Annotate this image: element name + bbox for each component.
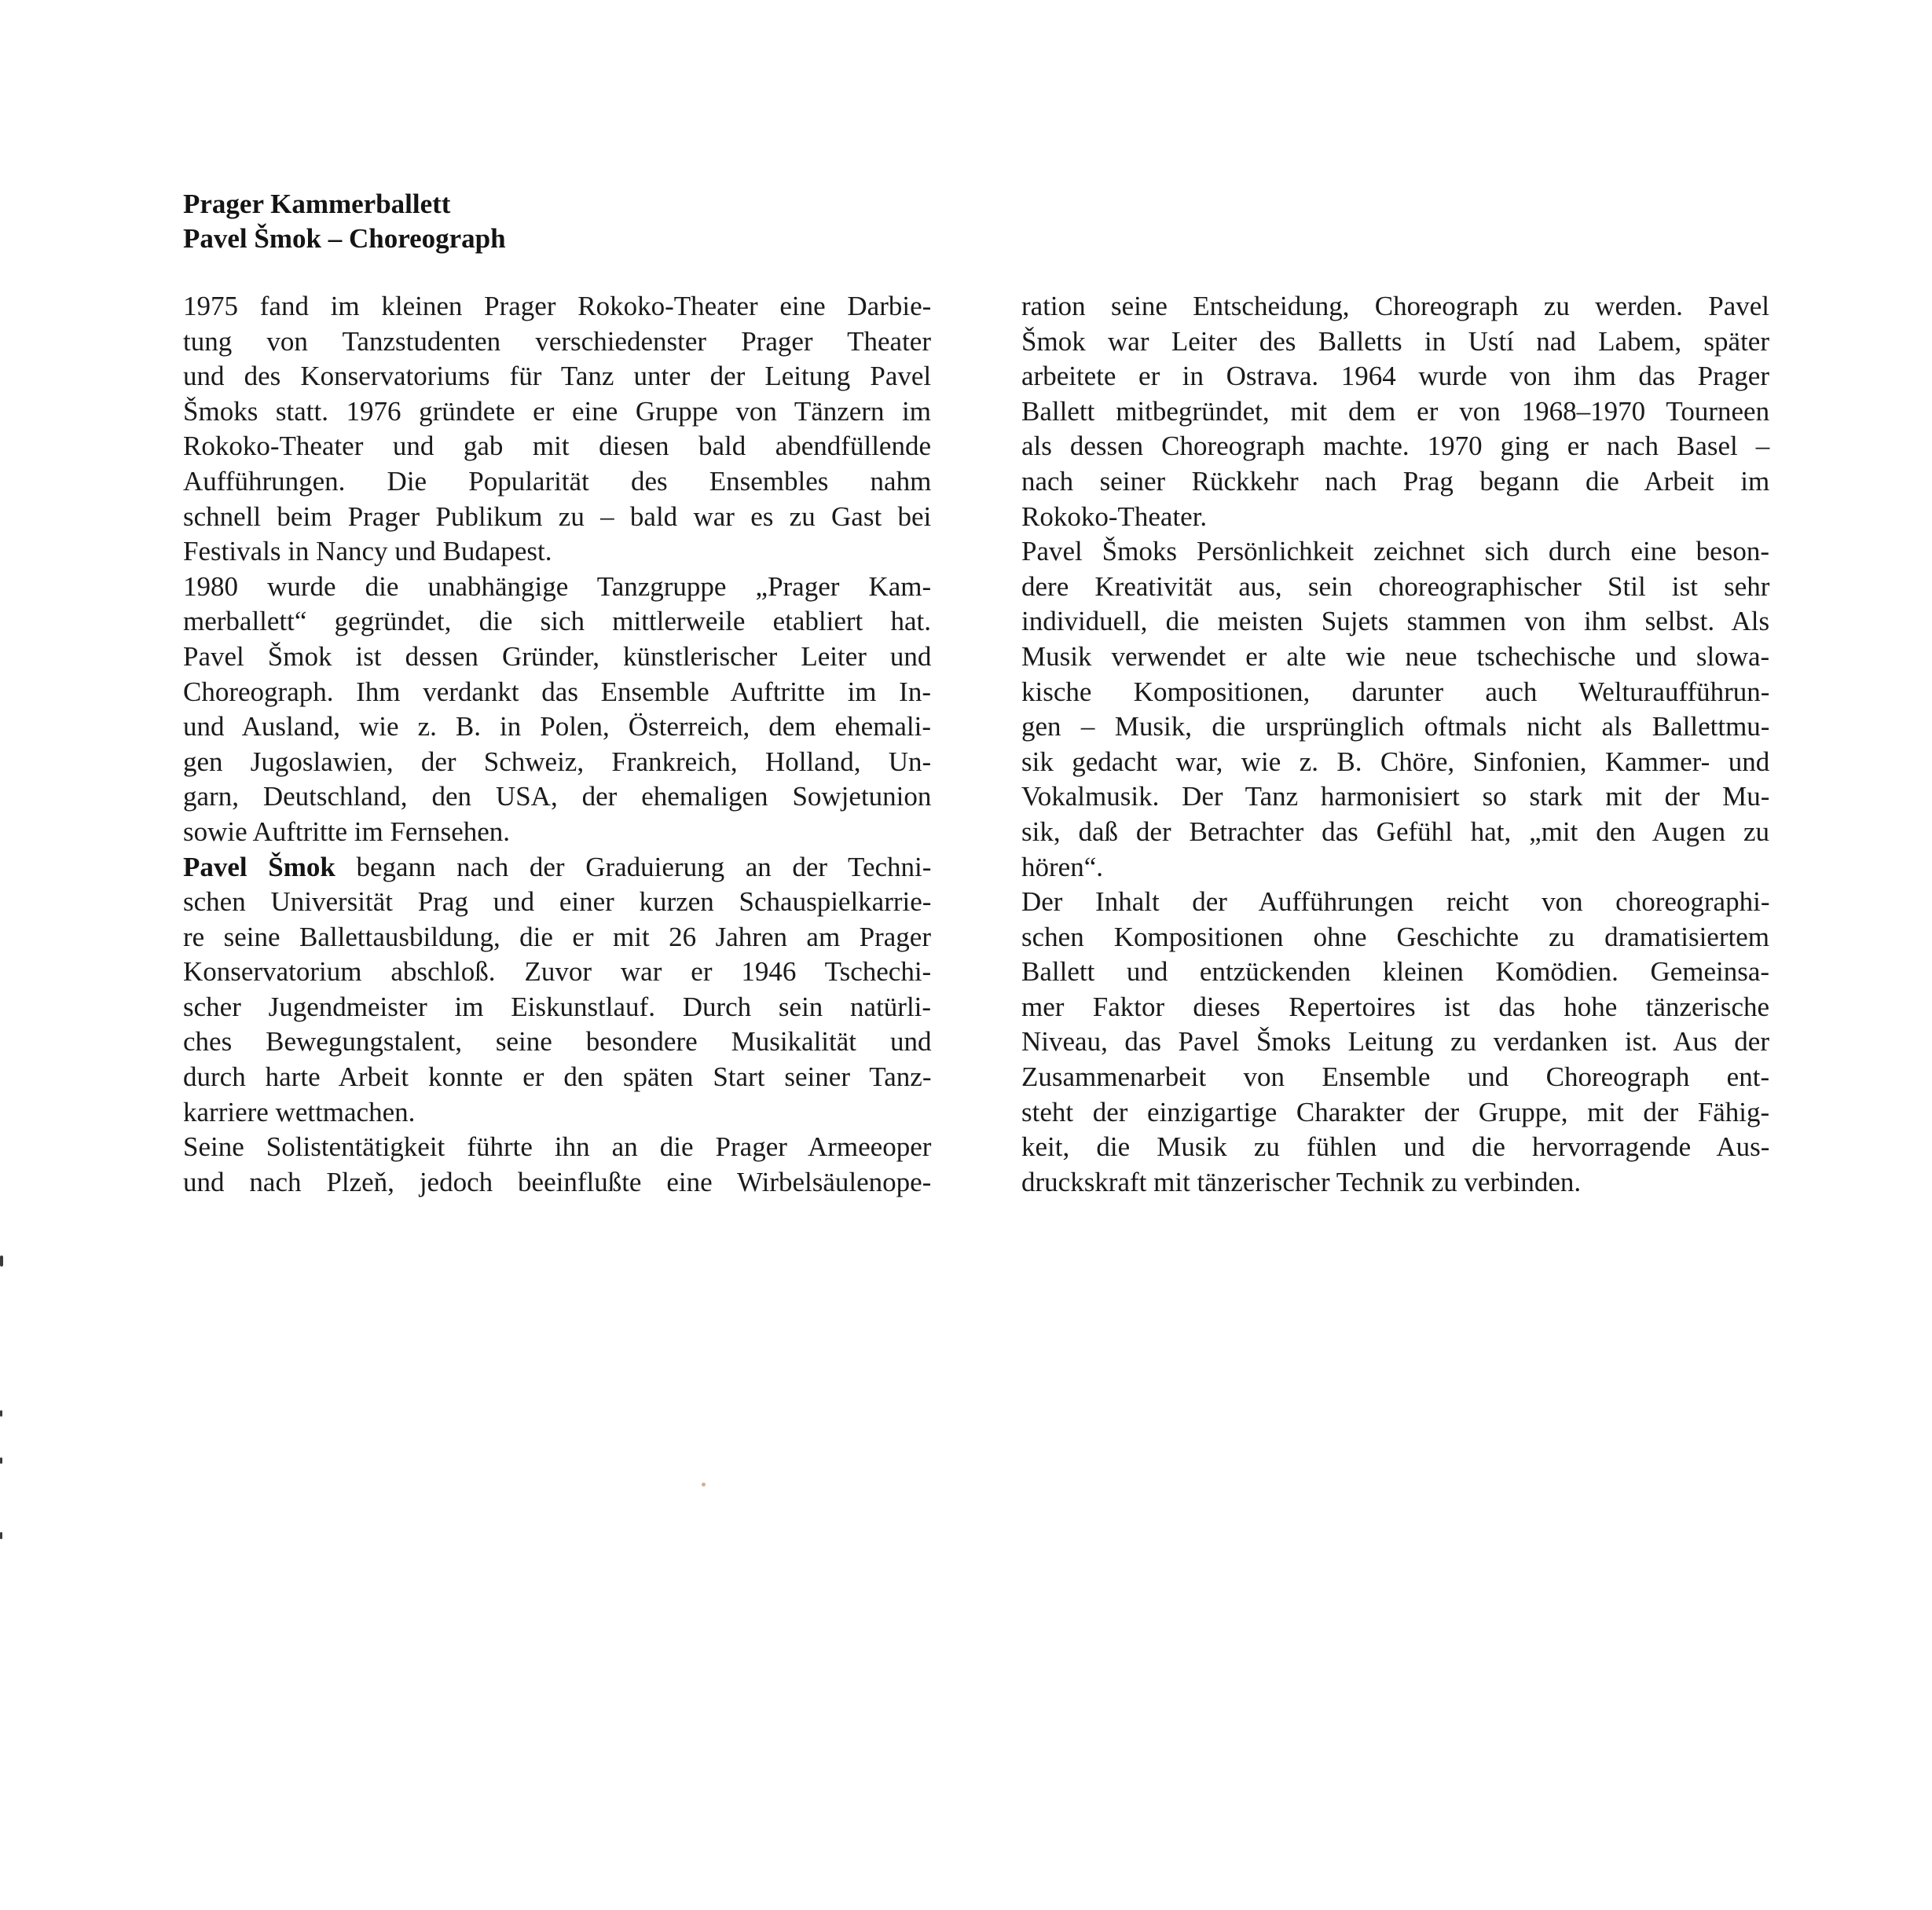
text-line (1021, 955, 1769, 990)
line-text: Seine Solistentätigkeit führte ihn an die Prager Armeeoper (183, 1131, 932, 1163)
text-line (183, 359, 931, 394)
heading-title: Prager Kammerballett (183, 189, 451, 219)
line-text: als dessen Choreograph machte. 1970 ging er nach Basel – (1021, 431, 1770, 462)
line-text: individuell, die meisten Sujets stammen von ihm selbst. Als (1021, 606, 1770, 637)
text-line (183, 675, 931, 710)
text-line (1021, 640, 1769, 675)
text-line (183, 885, 931, 920)
line-text: Pavel Šmoks Persönlichkeit zeichnet sich durch eine beson- (1021, 536, 1769, 567)
scan-speck (0, 1457, 2, 1464)
text-line (1021, 675, 1769, 710)
right-text-column (1021, 289, 1769, 1200)
text-line (1021, 815, 1769, 850)
left-text-column (183, 289, 931, 1200)
line-text: Festivals in Nancy und Budapest. (183, 536, 552, 567)
text-line (1021, 850, 1769, 885)
line-text: sik, daß der Betrachter das Gefühl hat, „mit den Augen zu (1021, 816, 1769, 847)
line-text: Rokoko-Theater und gab mit diesen bald abendfüllende (183, 431, 931, 462)
line-text: karriere wettmachen. (183, 1096, 416, 1127)
text-line (183, 570, 931, 605)
text-line (183, 289, 931, 324)
text-line (1021, 779, 1769, 815)
scan-dot (702, 1483, 706, 1487)
line-text: schen Kompositionen ohne Geschichte zu dramatisiertem (1021, 921, 1769, 952)
line-text: 1975 fand im kleinen Prager Rokoko-Theater eine Darbie- (183, 291, 932, 321)
text-line (183, 604, 931, 640)
line-text: Choreograph. Ihm verdankt das Ensemble Auftritte im In- (183, 676, 931, 707)
text-line (1021, 534, 1769, 570)
text-line (183, 1095, 931, 1131)
text-line (1021, 920, 1769, 955)
line-text: arbeitete er in Ostrava. 1964 wurde von ihm das Prager (1021, 361, 1769, 392)
line-text: garn, Deutschland, den USA, der ehemaligen Sowjetunion (183, 781, 932, 812)
text-line (183, 429, 931, 464)
text-line (183, 324, 931, 360)
text-line (183, 464, 931, 500)
line-text: Pavel Šmok ist dessen Gründer, künstlerischer Leiter und (183, 640, 932, 672)
text-line (183, 1130, 931, 1165)
text-line (1021, 885, 1769, 920)
line-text: dere Kreativität aus, sein choreographischer Stil ist sehr (1021, 570, 1770, 602)
page-heading (183, 187, 506, 256)
line-text: gen – Musik, die ursprünglich oftmals nicht als Ballettmu- (1021, 711, 1770, 742)
text-line (1021, 1060, 1769, 1095)
scan-speck (0, 1532, 2, 1539)
text-line (183, 534, 931, 570)
line-text: Musik verwendet er alte wie neue tschechische und slowa- (1021, 640, 1770, 672)
line-text: und nach Plzeň, jedoch beeinflußte eine Wirbelsäulenope- (183, 1166, 932, 1197)
text-line (1021, 1095, 1769, 1131)
line-text: sowie Auftritte im Fernsehen. (183, 816, 511, 847)
text-line (1021, 429, 1769, 464)
line-text: hören“. (1021, 851, 1103, 882)
text-line (183, 955, 931, 990)
text-line (183, 1165, 931, 1201)
scan-speck (0, 1256, 3, 1267)
text-line (1021, 570, 1769, 605)
line-text: scher Jugendmeister im Eiskunstlauf. Durch sein natürli- (183, 991, 932, 1022)
line-text: 1980 wurde die unabhängige Tanzgruppe „Prager Kam- (183, 570, 932, 602)
line-text: ches Bewegungstalent, seine besondere Musikalität und (183, 1026, 932, 1058)
line-text: steht der einzigartige Charakter der Gruppe, mit der Fähig- (1021, 1096, 1770, 1127)
text-line (1021, 745, 1769, 780)
text-line (1021, 1130, 1769, 1165)
line-text: sik gedacht war, wie z. B. Chöre, Sinfonien, Kammer- und (1021, 746, 1770, 777)
line-text: Vokalmusik. Der Tanz harmonisiert so stark mit der Mu- (1021, 781, 1770, 812)
text-line (1021, 324, 1769, 360)
text-line (183, 745, 931, 780)
line-text: Aufführungen. Die Popularität des Ensembles nahm (183, 465, 932, 497)
text-line (1021, 1165, 1769, 1201)
line-text: re seine Ballettausbildung, die er mit 26 Jahren am Prager (183, 921, 931, 952)
text-line (1021, 394, 1769, 430)
text-line (1021, 604, 1769, 640)
line-text: Rokoko-Theater. (1021, 500, 1208, 532)
line-text: durch harte Arbeit konnte er den späten Start seiner Tanz- (183, 1061, 932, 1093)
text-line (183, 709, 931, 745)
text-line (183, 394, 931, 430)
text-line (183, 1025, 931, 1060)
line-text: Niveau, das Pavel Šmoks Leitung zu verdanken ist. Aus der (1021, 1026, 1769, 1058)
line-text: Šmok war Leiter des Balletts in Ustí nad Labem, später (1021, 325, 1769, 357)
line-text: und des Konservatoriums für Tanz unter der Leitung Pavel (183, 361, 932, 392)
text-line (1021, 1025, 1769, 1060)
line-text: begann nach der Graduierung an der Techni- (335, 851, 932, 882)
line-text: Šmoks statt. 1976 gründete er eine Gruppe von Tänzern im (183, 395, 931, 427)
line-text: druckskraft mit tänzerischer Technik zu verbinden. (1021, 1166, 1582, 1197)
line-text: keit, die Musik zu fühlen und die hervorragende Aus- (1021, 1131, 1770, 1163)
text-line (183, 990, 931, 1025)
text-line (1021, 359, 1769, 394)
line-text: schen Universität Prag und einer kurzen Schauspielkarrie- (183, 886, 932, 918)
line-text: mer Faktor dieses Repertoires ist das hohe tänzerische (1021, 991, 1770, 1022)
text-line (183, 1060, 931, 1095)
line-text: ration seine Entscheidung, Choreograph zu werden. Pavel (1021, 291, 1769, 321)
line-text: Der Inhalt der Aufführungen reicht von choreographi- (1021, 886, 1770, 918)
text-line (183, 779, 931, 815)
text-line (1021, 990, 1769, 1025)
line-text: gen Jugoslawien, der Schweiz, Frankreich, Holland, Un- (183, 746, 932, 777)
text-line (183, 815, 931, 850)
line-text: Konservatorium abschloß. Zuvor war er 1946 Tschechi- (183, 956, 932, 988)
line-text: und Ausland, wie z. B. in Polen, Österreich, dem ehemali- (183, 711, 931, 742)
text-line (1021, 500, 1769, 535)
text-line (183, 500, 931, 535)
line-text: schnell beim Prager Publikum zu – bald war es zu Gast bei (183, 500, 932, 532)
bold-name: Pavel Šmok (183, 851, 335, 882)
line-text: nach seiner Rückkehr nach Prag begann die Arbeit im (1021, 465, 1770, 497)
line-text: Ballett mitbegründet, mit dem er von 1968–1970 Tourneen (1021, 395, 1770, 427)
line-text: Ballett und entzückenden kleinen Komödien. Gemeinsa- (1021, 956, 1770, 988)
heading-subtitle: Pavel Šmok – Choreograph (183, 223, 506, 254)
text-line (1021, 289, 1769, 324)
line-text: Zusammenarbeit von Ensemble und Choreograph ent- (1021, 1061, 1770, 1093)
text-line (183, 920, 931, 955)
line-text: tung von Tanzstudenten verschiedenster Prager Theater (183, 325, 931, 357)
scan-speck (0, 1410, 2, 1417)
line-text: kische Kompositionen, darunter auch Welturaufführun- (1021, 676, 1770, 707)
text-line (183, 850, 931, 885)
line-text: merballett“ gegründet, die sich mittlerweile etabliert hat. (183, 606, 932, 637)
text-line (1021, 709, 1769, 745)
text-line (1021, 464, 1769, 500)
text-line (183, 640, 931, 675)
